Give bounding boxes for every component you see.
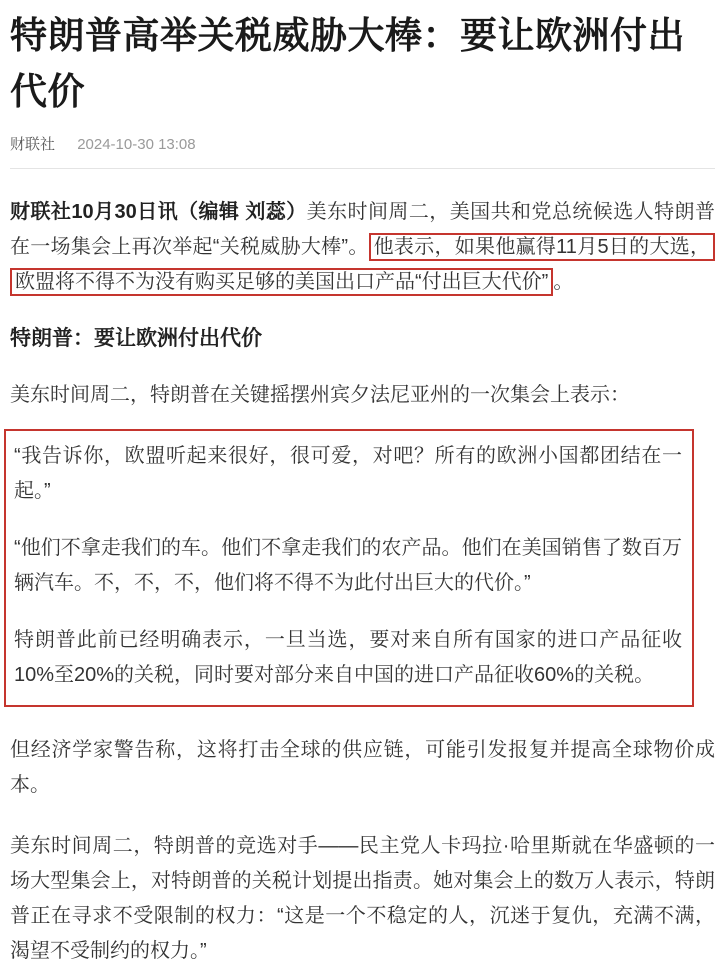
harris-response-paragraph: 美东时间周二，特朗普的竞选对手——民主党人卡玛拉·哈里斯就在华盛顿的一场大型集会上，对特朗普的关税计划提出指责。她对集会上的数万人表示，特朗普正在寻求不受限制的权力：“这是一个不稳定的人，沉迷于复仇，充满不满，渴望不受制约的权力。” bbox=[10, 835, 715, 962]
quote-paragraph-1: “我告诉你，欧盟听起来很好，很可爱，对吧？所有的欧洲小国都团结在一起。” bbox=[14, 445, 682, 502]
lead-paragraph bbox=[10, 195, 715, 300]
lead-bold-prefix: 财联社10月30日讯（编辑 刘蕊） bbox=[10, 201, 307, 223]
publish-datetime: 2024-10-30 13:08 bbox=[77, 136, 196, 153]
lead-text-after-highlight: 。 bbox=[553, 271, 574, 293]
quote-paragraph-2: “他们不拿走我们的车。他们不拿走我们的农产品。他们在美国销售了数百万辆汽车。不，不，不，他们将不得不为此付出巨大的代价。” bbox=[14, 537, 682, 594]
header-divider bbox=[10, 168, 715, 169]
article-meta bbox=[10, 136, 715, 154]
highlighted-quote-box-annotation bbox=[4, 429, 694, 707]
quote-paragraph-3: 特朗普此前已经明确表示，一旦当选，要对来自所有国家的进口产品征收10%至20%的关税，同时要对部分来自中国的进口产品征收60%的关税。 bbox=[14, 629, 682, 686]
intro-paragraph: 美东时间周二，特朗普在关键摇摆州宾夕法尼亚州的一次集会上表示： bbox=[10, 384, 630, 406]
highlighted-sentence-annotation: 他表示，如果他赢得11月5日的大选，欧盟将不得不为没有购买足够的美国出口产品“付出巨大代价” bbox=[10, 233, 715, 296]
section-subheading: 特朗普：要让欧洲付出代价 bbox=[10, 327, 262, 350]
economists-warning-paragraph: 但经济学家警告称，这将打击全球的供应链，可能引发报复并提高全球物价成本。 bbox=[10, 739, 715, 796]
source-name: 财联社 bbox=[10, 136, 56, 153]
lead-text-before-highlight: 美东时间周二，美国共和党总统候选人特朗普在一场集会上再次举起“关税威胁大棒”。 bbox=[10, 201, 715, 258]
article-page bbox=[0, 8, 725, 969]
article-title: 特朗普高举关税威胁大棒：要让欧洲付出代价 bbox=[10, 15, 685, 112]
